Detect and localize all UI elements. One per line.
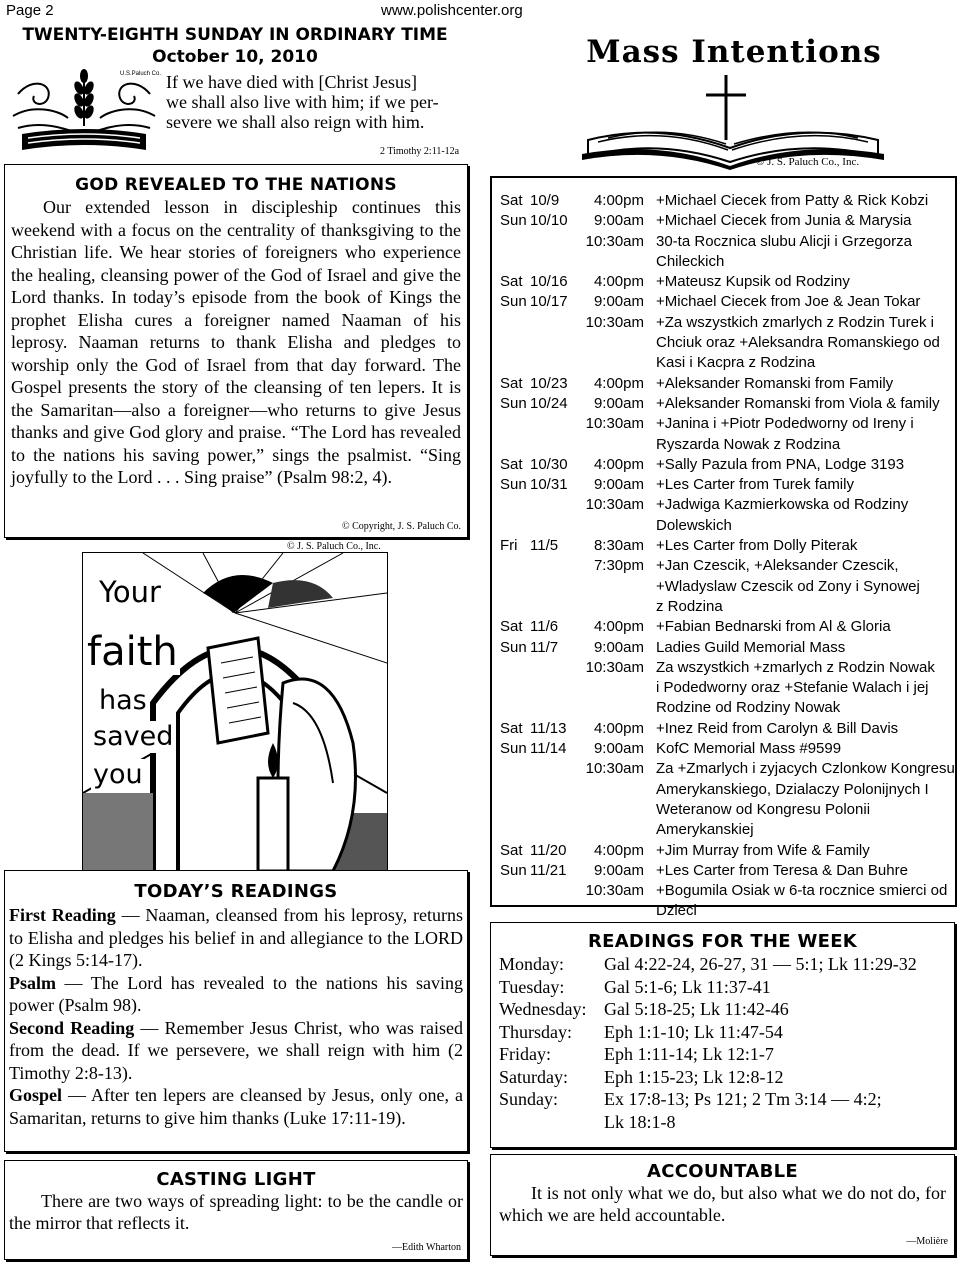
mass-day — [500, 597, 530, 617]
mass-day — [500, 759, 530, 779]
mass-day: Sun — [500, 394, 527, 412]
mass-day — [500, 333, 530, 353]
mass-date: 11/14 — [530, 740, 567, 758]
mass-intention-row — [500, 394, 955, 414]
mass-day: Sun — [500, 638, 527, 656]
mass-intention: Ryszarda Nowak z Rodzina — [656, 435, 841, 453]
mass-time: 4:00pm — [593, 374, 644, 392]
mass-intention-row — [500, 901, 955, 921]
mass-intention: Dolewskich — [656, 516, 732, 534]
mass-intention-row — [500, 577, 955, 597]
mass-day — [500, 881, 530, 901]
mass-intentions-header — [578, 30, 898, 170]
mass-date: 10/10 — [530, 212, 568, 230]
faith-word-faith: faith — [87, 629, 178, 675]
mass-intention-row — [500, 292, 955, 312]
mass-intention-row — [500, 719, 955, 739]
mass-intention: +Inez Reid from Carolyn & Bill Davis — [656, 719, 899, 737]
mass-date — [530, 901, 576, 921]
mass-day: Sun — [500, 293, 527, 311]
mass-intention: +Les Carter from Dolly Piterak — [656, 537, 858, 555]
mass-date — [530, 780, 576, 800]
mass-intention-row — [500, 313, 955, 333]
reading-text: — Remember Jesus Christ, who was raised from the dead. If we persevere, we shall reign with him (2 Timothy 2:8-13). — [9, 1017, 463, 1083]
mass-date — [530, 495, 576, 515]
mass-day: Fri — [500, 537, 518, 555]
mass-date: 11/7 — [530, 638, 559, 656]
mass-date — [530, 800, 576, 841]
reading-label: Psalm — [9, 972, 56, 993]
quote-line: severe we shall also reign with him. — [166, 112, 425, 132]
week-reading-text: Eph 1:15-23; Lk 12:8-12 — [604, 1066, 784, 1087]
faith-illustration — [82, 552, 388, 872]
mass-day: Sat — [500, 192, 523, 209]
week-reading-day: Tuesday: — [499, 976, 565, 997]
mass-intention-row — [500, 759, 955, 779]
week-reading-row — [499, 998, 954, 1021]
mass-intention: Rodzine od Rodziny Nowak — [656, 699, 841, 717]
mass-intention: Amerykanskiego, Dzialaczy Polonijnych I — [656, 780, 929, 798]
accountable-attribution: —Molière — [906, 1236, 948, 1247]
mass-time: 10:30am — [585, 496, 644, 514]
week-reading-row — [499, 1111, 954, 1134]
sunday-title: TWENTY-EIGHTH SUNDAY IN ORDINARY TIME — [22, 25, 448, 45]
week-reading-text: Gal 5:18-25; Lk 11:42-46 — [604, 999, 789, 1019]
mass-time — [576, 800, 656, 841]
mass-intention-row — [500, 191, 955, 211]
mass-intention-row — [500, 495, 955, 515]
faith-word-has: has — [99, 685, 147, 716]
mass-day — [500, 353, 530, 373]
accountable-box — [490, 1154, 955, 1256]
mass-date: 10/9 — [530, 192, 560, 209]
mass-time — [576, 516, 656, 536]
mass-intention: Chileckich — [656, 252, 725, 270]
quote-reference: 2 Timothy 2:11-12a — [380, 146, 460, 157]
mass-intention-row — [500, 374, 955, 394]
mass-date: 11/6 — [530, 618, 559, 636]
mass-intention: +Bogumila Osiak w 6-ta rocznice smierci od — [656, 882, 948, 900]
reading-text: — Naaman, cleansed from his leprosy, returns to Elisha and pledges his belief in and allegiance to the LORD (2 Kings 5:14-17). — [9, 905, 463, 970]
mass-time — [576, 353, 656, 373]
mass-time: 10:30am — [585, 232, 644, 250]
reading-text: — After ten lepers are cleansed by Jesus, only one, a Samaritan, returns to give him thanks (Luke 17:11-19). — [9, 1085, 463, 1128]
week-reading-text: Eph 1:11-14; Lk 12:1-7 — [604, 1044, 774, 1064]
week-reading-text: Gal 4:22-24, 26-27, 31 — 5:1; Lk 11:29-32 — [604, 954, 917, 974]
mass-intention-row — [500, 455, 955, 475]
mass-intention-row — [500, 232, 955, 252]
week-reading-row — [499, 976, 954, 999]
mass-intention: +Aleksander Romanski from Viola & family — [656, 394, 940, 412]
mass-intention: z Rodzina — [656, 597, 723, 615]
mass-time — [576, 780, 656, 800]
mass-intention-row — [500, 516, 955, 536]
week-reading-day: Thursday: — [499, 1021, 572, 1042]
week-reading-day — [499, 1111, 604, 1134]
quote-line: If we have died with [Christ Jesus] — [166, 72, 417, 92]
mass-time: 9:00am — [593, 861, 644, 879]
mass-intention-row — [500, 617, 955, 637]
casting-light-box — [4, 1160, 468, 1260]
mass-date — [530, 333, 576, 353]
mass-time: 4:00pm — [593, 618, 644, 636]
mass-intention: +Les Carter from Teresa & Dan Buhre — [656, 861, 908, 879]
mass-date — [530, 353, 576, 373]
mass-intention: +Les Carter from Turek family — [656, 476, 854, 494]
mass-date — [530, 678, 576, 698]
scripture-quote — [166, 72, 466, 132]
mass-date — [530, 516, 576, 536]
mass-day — [500, 313, 530, 333]
mass-date: 10/23 — [530, 374, 568, 392]
mass-date: 10/30 — [530, 455, 568, 473]
casting-light-attribution: —Edith Wharton — [392, 1242, 461, 1253]
week-reading-row — [499, 1043, 954, 1066]
week-reading-text: Eph 1:1-10; Lk 11:47-54 — [604, 1021, 783, 1042]
mass-day — [500, 516, 530, 536]
casting-light-body: There are two ways of spreading light: to be the candle or the mirror that reflects it. — [9, 1191, 463, 1233]
faith-image-credit: © J. S. Paluch Co., Inc. — [287, 541, 381, 552]
mass-time: 10:30am — [585, 760, 644, 778]
mass-day: Sat — [500, 719, 523, 737]
reading-psalm — [9, 972, 463, 1017]
mass-intention: Za wszystkich +zmarlych z Rodzin Nowak — [656, 658, 935, 676]
mass-intention-row — [500, 698, 955, 718]
site-url[interactable]: www.polishcenter.org — [381, 2, 523, 19]
week-reading-day: Wednesday: — [499, 999, 587, 1019]
readings-list — [5, 904, 467, 1129]
god-revealed-box — [4, 164, 468, 538]
reading-gospel — [9, 1084, 463, 1129]
mass-intentions-credit: © J. S. Paluch Co., Inc. — [756, 156, 860, 168]
mass-intention: +Michael Ciecek from Joe & Jean Tokar — [656, 293, 921, 311]
mass-time: 8:30am — [593, 537, 644, 555]
mass-intention-row — [500, 536, 955, 556]
mass-time: 9:00am — [593, 740, 644, 758]
mass-day — [500, 698, 530, 718]
mass-date: 10/16 — [530, 273, 568, 291]
mass-intention: KofC Memorial Mass #9599 — [656, 740, 842, 758]
mass-intention-row — [500, 658, 955, 678]
mass-day: Sat — [500, 374, 523, 392]
mass-day — [500, 252, 530, 272]
sunday-date: October 10, 2010 — [152, 47, 318, 67]
mass-time: 10:30am — [585, 658, 644, 676]
mass-time — [576, 252, 656, 272]
mass-time: 10:30am — [585, 882, 644, 900]
reading-label: First Reading — [9, 905, 116, 925]
mass-time: 9:00am — [593, 212, 644, 230]
mass-day — [500, 577, 530, 597]
mass-intention: i Podedworny oraz +Stefanie Walach i jej — [656, 679, 929, 697]
mass-time: 9:00am — [593, 638, 644, 656]
mass-time: 4:00pm — [593, 841, 644, 859]
mass-date — [530, 881, 576, 901]
todays-readings-box — [4, 870, 468, 1152]
mass-intention: Kasi i Kacpra z Rodzina — [656, 354, 816, 372]
wheat-book-logo — [8, 66, 160, 156]
readings-week-title: READINGS FOR THE WEEK — [587, 931, 858, 952]
mass-date — [530, 232, 576, 252]
mass-intention-row — [500, 272, 955, 292]
mass-date: 10/17 — [530, 293, 568, 311]
week-reading-row — [499, 1088, 954, 1111]
mass-intention: +Wladyslaw Czescik od Zony i Synowej — [656, 577, 920, 595]
mass-intention-row — [500, 638, 955, 658]
mass-intention: 30-ta Rocznica slubu Alicji i Grzegorza — [656, 232, 912, 250]
mass-intention: +Mateusz Kupsik od Rodziny — [656, 273, 850, 291]
mass-intention-row — [500, 414, 955, 434]
page-number: Page 2 — [6, 2, 54, 19]
copyright-note: © Copyright, J. S. Paluch Co. — [342, 521, 461, 532]
mass-time — [576, 435, 656, 455]
mass-intentions-box — [490, 176, 957, 920]
mass-day: Sun — [500, 861, 527, 879]
mass-intention-row — [500, 475, 955, 495]
mass-intention: +Sally Pazula from PNA, Lodge 3193 — [656, 455, 905, 473]
mass-day — [500, 232, 530, 252]
casting-light-title: CASTING LIGHT — [156, 1169, 316, 1190]
mass-day — [500, 556, 530, 576]
reading-first — [9, 904, 463, 972]
mass-time — [576, 577, 656, 597]
mass-intention: +Michael Ciecek from Patty & Rick Kobzi — [656, 192, 929, 209]
mass-intention: Ladies Guild Memorial Mass — [656, 638, 846, 656]
mass-intention-row — [500, 211, 955, 231]
mass-date — [530, 252, 576, 272]
mass-time: 9:00am — [593, 394, 644, 412]
week-reading-text: Lk 18:1-8 — [604, 1111, 676, 1132]
reading-text: — The Lord has revealed to the nations his saving power (Psalm 98). — [9, 972, 463, 1015]
mass-time: 9:00am — [593, 476, 644, 494]
mass-day — [500, 800, 530, 841]
mass-day: Sat — [500, 455, 523, 473]
mass-intention: Dzieci — [656, 902, 697, 920]
faith-word-saved: saved — [93, 721, 174, 752]
mass-day: Sun — [500, 740, 527, 758]
mass-intention-row — [500, 881, 955, 901]
mass-day — [500, 414, 530, 434]
mass-day — [500, 901, 530, 921]
reading-label: Gospel — [9, 1085, 63, 1105]
mass-intention: Chciuk oraz +Aleksandra Romanskiego od — [656, 334, 940, 352]
accountable-body: It is not only what we do, but also what we do not do, for which we are held accountable. — [499, 1183, 946, 1225]
mass-time — [576, 597, 656, 617]
mass-day: Sat — [500, 273, 523, 291]
mass-date: 11/13 — [530, 719, 567, 737]
mass-day — [500, 678, 530, 698]
mass-date — [530, 577, 576, 597]
mass-time: 4:00pm — [593, 719, 644, 737]
mass-intention-row — [500, 353, 955, 373]
mass-intention-row — [500, 597, 955, 617]
mass-day — [500, 658, 530, 678]
mass-time: 9:00am — [593, 293, 644, 311]
mass-intention-row — [500, 780, 955, 800]
mass-intention-row — [500, 678, 955, 698]
mass-date — [530, 759, 576, 779]
mass-time — [576, 678, 656, 698]
god-revealed-body: Our extended lesson in discipleship continues this weekend with a focus on the centrality of thanksgiving to the Christian life. We hear stories of foreigners who experience the healing, cleansing power of the God of Israel and give the Lord thanks. In today’s episode from the book of Kings the prophet Elisha cures a foreigner named Naaman of his leprosy. Naaman returns to thank Elisha and pledges to worship only the God of Israel from that day forward. The Gospel presents the story of the cleansing of ten lepers. It is the Samaritan—also a foreigner—who returns to give Jesus thanks and give God glory and praise. “The Lord has revealed to the nations his saving power,” sings the psalmist. “Sing joyfully to the Lord . . . Sing praise” (Psalm 98:2, 4). — [11, 197, 461, 487]
mass-intention: +Jadwiga Kazmierkowska od Rodziny — [656, 496, 909, 514]
week-reading-row — [499, 1021, 954, 1044]
week-reading-day: Sunday: — [499, 1089, 559, 1109]
mass-date — [530, 435, 576, 455]
mass-intention: +Aleksander Romanski from Family — [656, 374, 894, 392]
mass-date — [530, 313, 576, 333]
mass-time — [576, 333, 656, 353]
mass-date — [530, 658, 576, 678]
logo-credit: U.S.Paluch Co. — [120, 71, 162, 77]
mass-date: 11/5 — [530, 537, 559, 555]
readings-week-list — [491, 953, 954, 1133]
mass-date — [530, 698, 576, 718]
mass-time: 4:00pm — [593, 192, 644, 209]
mass-intention-row — [500, 861, 955, 881]
mass-time — [576, 901, 656, 921]
mass-intention: +Za wszystkich zmarlych z Rodzin Turek i — [656, 313, 934, 331]
week-reading-day: Saturday: — [499, 1066, 568, 1087]
mass-intention-row — [500, 800, 955, 841]
mass-intention: +Janina i +Piotr Podedworny od Ireny i — [656, 415, 914, 433]
mass-date: 10/31 — [530, 476, 568, 494]
mass-time: 4:00pm — [593, 273, 644, 291]
mass-intentions-list — [492, 178, 955, 922]
mass-day: Sat — [500, 618, 523, 636]
reading-label: Second Reading — [9, 1017, 135, 1038]
mass-time: 4:00pm — [593, 455, 644, 473]
mass-date — [530, 414, 576, 434]
mass-time: 10:30am — [585, 313, 644, 331]
faith-word-your: Your — [99, 575, 161, 609]
mass-intention: +Fabian Bednarski from Al & Gloria — [656, 618, 891, 636]
week-reading-day: Monday: — [499, 954, 564, 974]
mass-intention: Za +Zmarlych i zyjacych Czlonkow Kongresu — [656, 760, 955, 778]
mass-intentions-title: Mass Intentions — [586, 34, 882, 70]
mass-intention-row — [500, 739, 955, 759]
mass-intention-row — [500, 841, 955, 861]
todays-readings-title: TODAY’S READINGS — [134, 881, 338, 902]
accountable-title: ACCOUNTABLE — [647, 1161, 798, 1182]
mass-day: Sun — [500, 476, 527, 494]
mass-time — [576, 698, 656, 718]
week-reading-row — [499, 953, 954, 976]
quote-line: we shall also live with him; if we per- — [166, 92, 439, 112]
mass-intention-row — [500, 333, 955, 353]
mass-day — [500, 780, 530, 800]
mass-day — [500, 435, 530, 455]
week-reading-text: Ex 17:8-13; Ps 121; 2 Tm 3:14 — 4:2; — [604, 1089, 882, 1109]
mass-day — [500, 495, 530, 515]
mass-intention: +Michael Ciecek from Junia & Marysia — [656, 212, 912, 230]
mass-date: 10/24 — [530, 394, 568, 412]
week-reading-text: Gal 5:1-6; Lk 11:37-41 — [604, 976, 771, 997]
mass-date: 11/20 — [530, 841, 567, 859]
mass-date: 11/21 — [530, 861, 567, 879]
week-reading-row — [499, 1066, 954, 1089]
mass-time: 10:30am — [585, 415, 644, 433]
mass-time: 7:30pm — [593, 557, 644, 575]
faith-word-you: you — [93, 759, 143, 790]
week-reading-day: Friday: — [499, 1044, 551, 1064]
god-revealed-title: GOD REVEALED TO THE NATIONS — [75, 175, 397, 195]
mass-day: Sun — [500, 212, 527, 230]
open-bible-cross-icon — [578, 30, 898, 170]
mass-date — [530, 597, 576, 617]
mass-date — [530, 556, 576, 576]
mass-intention-row — [500, 556, 955, 576]
mass-intention-row — [500, 435, 955, 455]
mass-intention: +Jim Murray from Wife & Family — [656, 841, 870, 859]
mass-intention-row — [500, 252, 955, 272]
mass-intention: +Jan Czescik, +Aleksander Czescik, — [656, 557, 899, 575]
mass-day: Sat — [500, 841, 523, 859]
readings-week-box — [490, 922, 955, 1148]
reading-second — [9, 1017, 463, 1085]
mass-intention: Weteranow od Kongresu Polonii Amerykanskiej — [656, 800, 871, 839]
